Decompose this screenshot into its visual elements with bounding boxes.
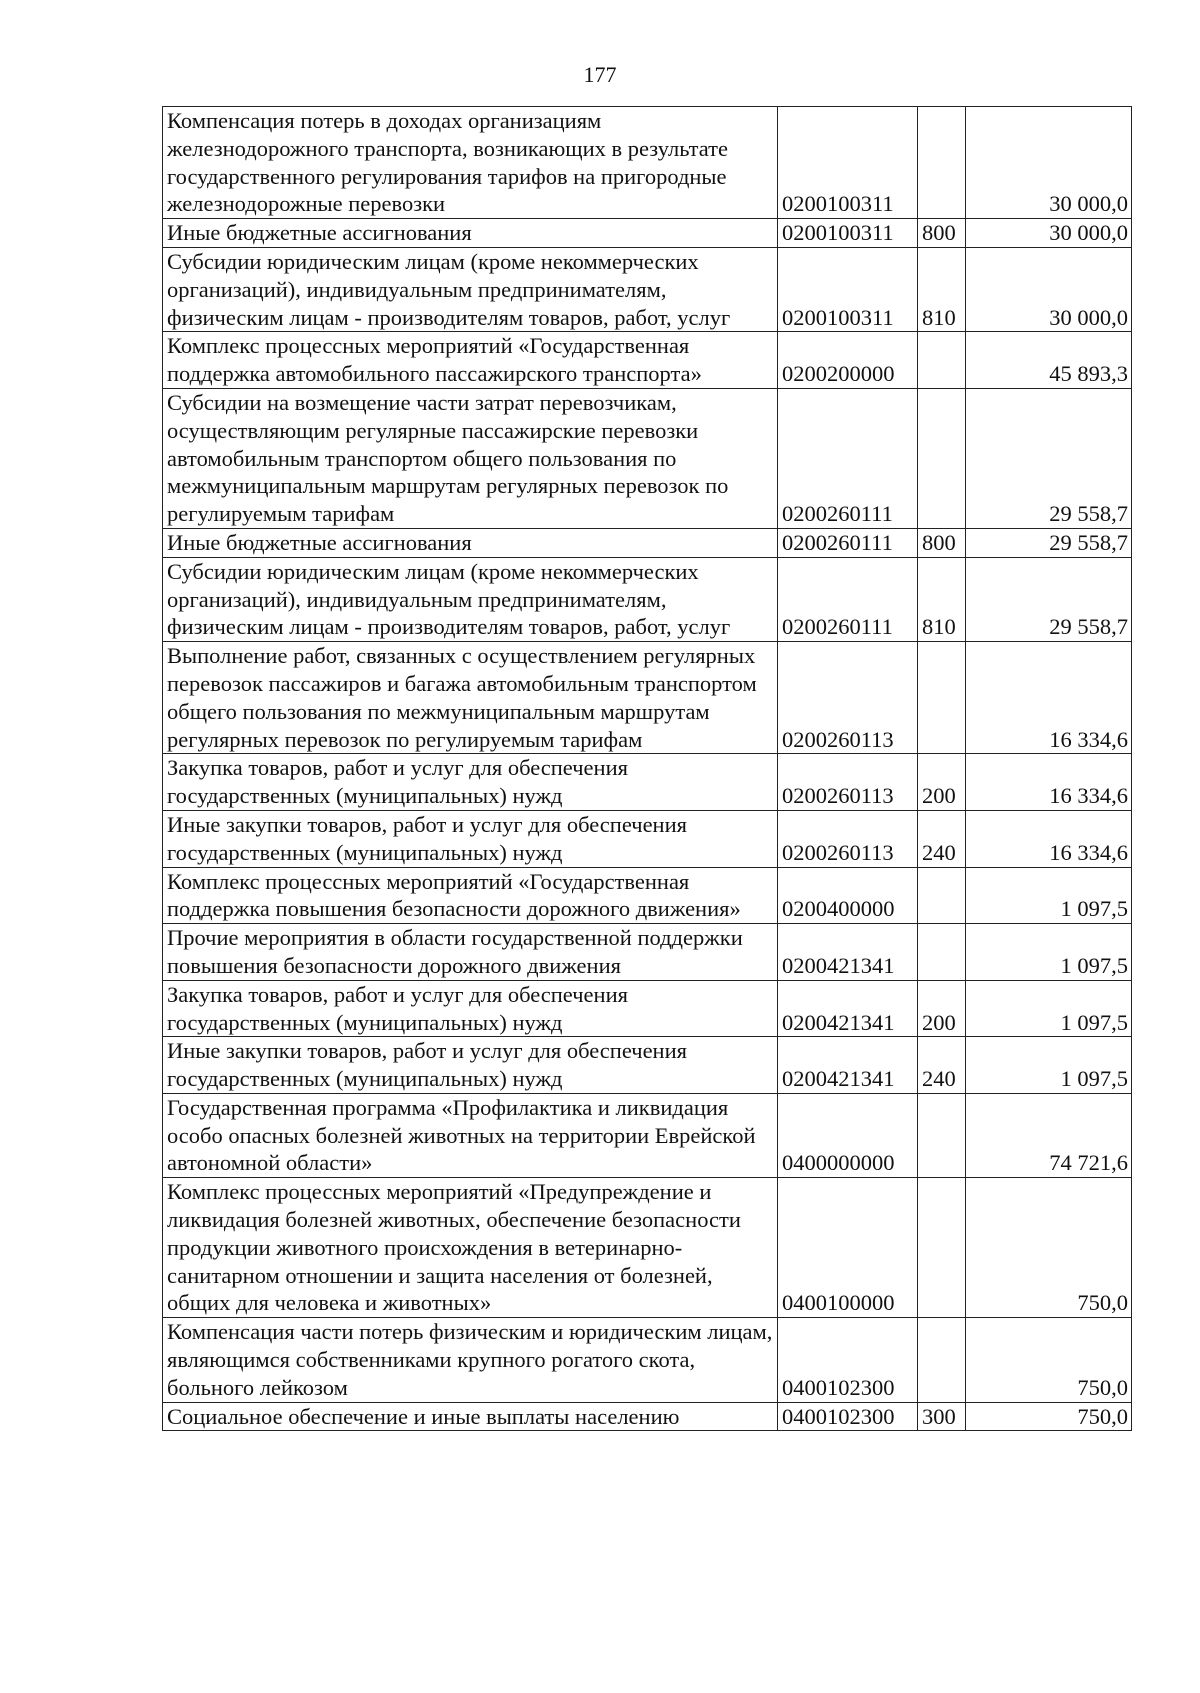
table-row bbox=[163, 388, 1132, 528]
table-row bbox=[163, 1402, 1132, 1431]
row-expense-type-cell: 240 bbox=[918, 1037, 966, 1094]
row-code-cell: 0400102300 bbox=[778, 1402, 918, 1431]
row-sum-cell: 1 097,5 bbox=[966, 924, 1132, 981]
table-row bbox=[163, 1093, 1132, 1177]
row-code-cell: 0200100311 bbox=[778, 219, 918, 248]
row-name-cell: Субсидии на возмещение части затрат перевозчикам, осуществляющим регулярные пассажирские перевозки автомобильным транспортом общего пользования по межмуниципальным маршрутам регулярных перевозок по регулируемым тарифам bbox=[163, 388, 778, 528]
row-name-cell: Компенсация потерь в доходах организациям железнодорожного транспорта, возникающих в результате государственного регулирования тарифов на пригородные железнодорожные перевозки bbox=[163, 107, 778, 219]
page-number: 177 bbox=[583, 62, 617, 87]
table-row bbox=[163, 867, 1132, 924]
row-name-cell: Закупка товаров, работ и услуг для обеспечения государственных (муниципальных) нужд bbox=[163, 980, 778, 1037]
row-sum-cell: 45 893,3 bbox=[966, 332, 1132, 389]
table-row bbox=[163, 1178, 1132, 1318]
row-code-cell: 0200421341 bbox=[778, 980, 918, 1037]
table-row bbox=[163, 1037, 1132, 1094]
row-sum-cell: 16 334,6 bbox=[966, 754, 1132, 811]
table-row bbox=[163, 219, 1132, 248]
table-row bbox=[163, 754, 1132, 811]
row-sum-cell: 1 097,5 bbox=[966, 867, 1132, 924]
row-name-cell: Комплекс процессных мероприятий «Предупреждение и ликвидация болезней животных, обеспечение безопасности продукции животного происхождения в ветеринарно-санитарном отношении и защита населения от болезней, общих для человека и животных» bbox=[163, 1178, 778, 1318]
row-expense-type-cell bbox=[918, 1178, 966, 1318]
row-expense-type-cell: 800 bbox=[918, 528, 966, 557]
row-expense-type-cell: 300 bbox=[918, 1402, 966, 1431]
row-name-cell: Иные бюджетные ассигнования bbox=[163, 219, 778, 248]
row-sum-cell: 750,0 bbox=[966, 1178, 1132, 1318]
row-sum-cell: 29 558,7 bbox=[966, 528, 1132, 557]
row-expense-type-cell bbox=[918, 867, 966, 924]
row-expense-type-cell bbox=[918, 642, 966, 754]
row-expense-type-cell bbox=[918, 332, 966, 389]
row-expense-type-cell bbox=[918, 388, 966, 528]
row-sum-cell: 16 334,6 bbox=[966, 642, 1132, 754]
row-expense-type-cell: 810 bbox=[918, 247, 966, 331]
row-sum-cell: 30 000,0 bbox=[966, 219, 1132, 248]
row-code-cell: 0200260113 bbox=[778, 810, 918, 867]
row-sum-cell: 750,0 bbox=[966, 1318, 1132, 1402]
row-sum-cell: 29 558,7 bbox=[966, 388, 1132, 528]
row-name-cell: Иные бюджетные ассигнования bbox=[163, 528, 778, 557]
row-name-cell: Субсидии юридическим лицам (кроме некоммерческих организаций), индивидуальным предпринимателям, физическим лицам - производителям товаров, работ, услуг bbox=[163, 247, 778, 331]
table-row bbox=[163, 528, 1132, 557]
row-sum-cell: 74 721,6 bbox=[966, 1093, 1132, 1177]
row-code-cell: 0400000000 bbox=[778, 1093, 918, 1177]
row-code-cell: 0200260113 bbox=[778, 642, 918, 754]
budget-table-body bbox=[163, 107, 1132, 1431]
row-sum-cell: 1 097,5 bbox=[966, 1037, 1132, 1094]
row-code-cell: 0200260111 bbox=[778, 528, 918, 557]
table-row bbox=[163, 642, 1132, 754]
row-name-cell: Иные закупки товаров, работ и услуг для обеспечения государственных (муниципальных) нужд bbox=[163, 1037, 778, 1094]
row-expense-type-cell bbox=[918, 924, 966, 981]
row-code-cell: 0200100311 bbox=[778, 107, 918, 219]
row-code-cell: 0200421341 bbox=[778, 924, 918, 981]
row-sum-cell: 29 558,7 bbox=[966, 557, 1132, 641]
table-row bbox=[163, 332, 1132, 389]
row-name-cell: Государственная программа «Профилактика и ликвидация особо опасных болезней животных на территории Еврейской автономной области» bbox=[163, 1093, 778, 1177]
row-code-cell: 0400102300 bbox=[778, 1318, 918, 1402]
row-code-cell: 0200260111 bbox=[778, 557, 918, 641]
table-row bbox=[163, 557, 1132, 641]
row-name-cell: Комплекс процессных мероприятий «Государственная поддержка повышения безопасности дорожного движения» bbox=[163, 867, 778, 924]
row-expense-type-cell: 240 bbox=[918, 810, 966, 867]
row-name-cell: Выполнение работ, связанных с осуществлением регулярных перевозок пассажиров и багажа автомобильным транспортом общего пользования по межмуниципальным маршрутам регулярных перевозок по регулируемым тарифам bbox=[163, 642, 778, 754]
row-sum-cell: 30 000,0 bbox=[966, 107, 1132, 219]
budget-table bbox=[162, 106, 1132, 1431]
row-name-cell: Закупка товаров, работ и услуг для обеспечения государственных (муниципальных) нужд bbox=[163, 754, 778, 811]
table-row bbox=[163, 924, 1132, 981]
row-code-cell: 0400100000 bbox=[778, 1178, 918, 1318]
row-expense-type-cell: 810 bbox=[918, 557, 966, 641]
row-expense-type-cell bbox=[918, 1093, 966, 1177]
row-name-cell: Прочие мероприятия в области государственной поддержки повышения безопасности дорожного движения bbox=[163, 924, 778, 981]
row-expense-type-cell bbox=[918, 107, 966, 219]
row-code-cell: 0200400000 bbox=[778, 867, 918, 924]
row-sum-cell: 30 000,0 bbox=[966, 247, 1132, 331]
row-code-cell: 0200260113 bbox=[778, 754, 918, 811]
table-row bbox=[163, 107, 1132, 219]
row-code-cell: 0200260111 bbox=[778, 388, 918, 528]
row-code-cell: 0200100311 bbox=[778, 247, 918, 331]
row-name-cell: Субсидии юридическим лицам (кроме некоммерческих организаций), индивидуальным предпринимателям, физическим лицам - производителям товаров, работ, услуг bbox=[163, 557, 778, 641]
table-row bbox=[163, 810, 1132, 867]
table-row bbox=[163, 247, 1132, 331]
row-sum-cell: 1 097,5 bbox=[966, 980, 1132, 1037]
row-name-cell: Иные закупки товаров, работ и услуг для обеспечения государственных (муниципальных) нужд bbox=[163, 810, 778, 867]
row-expense-type-cell: 800 bbox=[918, 219, 966, 248]
row-expense-type-cell: 200 bbox=[918, 980, 966, 1037]
row-code-cell: 0200200000 bbox=[778, 332, 918, 389]
row-expense-type-cell bbox=[918, 1318, 966, 1402]
row-name-cell: Комплекс процессных мероприятий «Государственная поддержка автомобильного пассажирского транспорта» bbox=[163, 332, 778, 389]
table-row bbox=[163, 980, 1132, 1037]
row-sum-cell: 750,0 bbox=[966, 1402, 1132, 1431]
row-expense-type-cell: 200 bbox=[918, 754, 966, 811]
table-row bbox=[163, 1318, 1132, 1402]
row-code-cell: 0200421341 bbox=[778, 1037, 918, 1094]
row-sum-cell: 16 334,6 bbox=[966, 810, 1132, 867]
row-name-cell: Компенсация части потерь физическим и юридическим лицам, являющимся собственниками крупного рогатого скота, больного лейкозом bbox=[163, 1318, 778, 1402]
row-name-cell: Социальное обеспечение и иные выплаты населению bbox=[163, 1402, 778, 1431]
